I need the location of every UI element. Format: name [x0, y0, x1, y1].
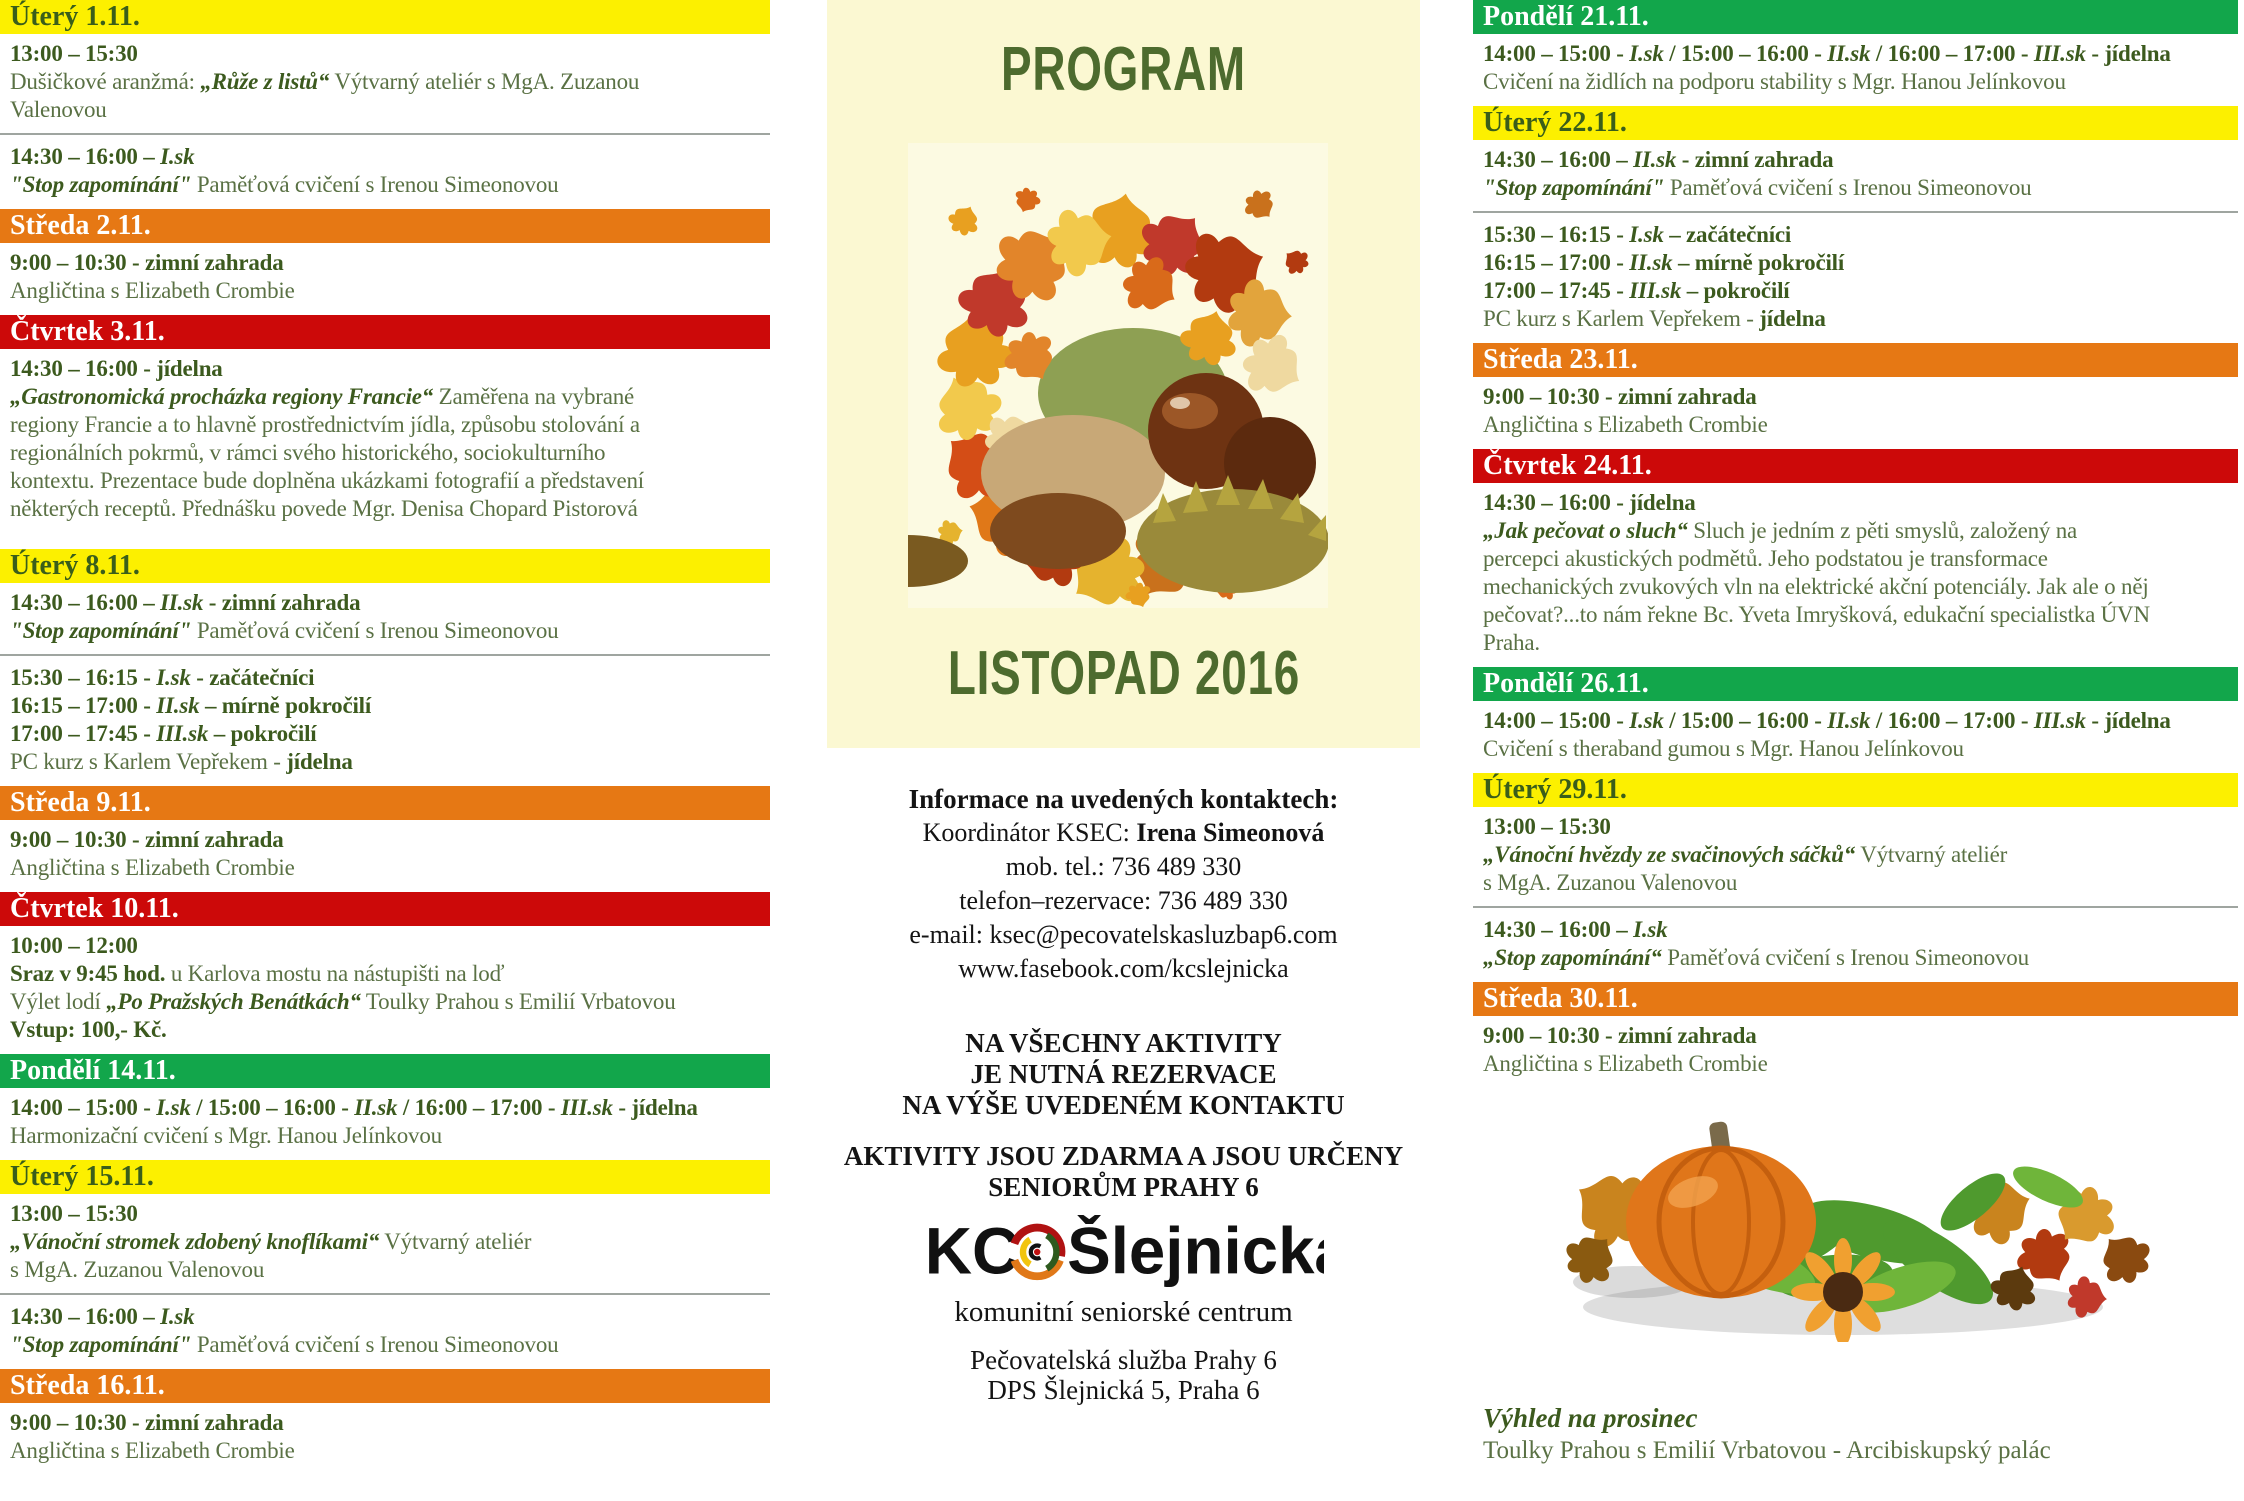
schedule-line: „Stop zapomínání“ Paměťová cvičení s Irenou Simeonovou — [1483, 945, 2029, 970]
schedule-line: Praha. — [1483, 630, 1540, 655]
schedule-line: 13:00 – 15:30 — [10, 41, 138, 66]
schedule-line: PC kurz s Karlem Vepřekem - jídelna — [1483, 306, 1826, 331]
schedule-line: s MgA. Zuzanou Valenovou — [1483, 870, 1738, 895]
schedule-line: Dušičkové aranžmá: „Růže z listů“ Výtvarný ateliér s MgA. Zuzanou — [10, 69, 640, 94]
day-header: Středa 9.11. — [0, 786, 770, 820]
contact-heading: Informace na uvedených kontaktech: — [908, 784, 1339, 814]
schedule-line: Vstup: 100,- Kč. — [10, 1017, 167, 1042]
schedule-line: Angličtina s Elizabeth Crombie — [10, 278, 295, 303]
schedule-line: 9:00 – 10:30 - zimní zahrada — [1483, 1023, 1757, 1048]
day-header: Středa 2.11. — [0, 209, 770, 243]
schedule-line: 16:15 – 17:00 - II.sk – mírně pokročilí — [1483, 250, 1845, 275]
free-activities-notice — [827, 1141, 1420, 1203]
contact-mobile: mob. tel.: 736 489 330 — [1005, 852, 1242, 881]
day-header: Čtvrtek 3.11. — [0, 315, 770, 349]
day-header: Úterý 15.11. — [0, 1160, 770, 1194]
day-header: Pondělí 26.11. — [1473, 667, 2238, 701]
reservation-notice-line: JE NUTNÁ REZERVACE — [970, 1059, 1277, 1089]
schedule-line: 13:00 – 15:30 — [1483, 814, 1611, 839]
contact-facebook: www.fasebook.com/kcslejnicka — [958, 954, 1289, 983]
schedule-line: Angličtina s Elizabeth Crombie — [1483, 1051, 1768, 1076]
sunflower-icon — [1791, 1238, 1895, 1342]
logo-tagline: komunitní seniorské centrum — [954, 1296, 1293, 1328]
address-line: DPS Šlejnická 5, Praha 6 — [987, 1375, 1260, 1405]
center-panel — [827, 0, 1420, 748]
reservation-notice — [827, 1028, 1420, 1121]
autumn-leaves-chestnuts-image — [908, 143, 1328, 608]
schedule-line: Sraz v 9:45 hod. u Karlova mostu na nástupišti na loď — [10, 961, 505, 986]
day-header: Úterý 8.11. — [0, 549, 770, 583]
day-header: Středa 30.11. — [1473, 982, 2238, 1016]
schedule-line: Cvičení na židlích na podporu stability s Mgr. Hanou Jelínkovou — [1483, 69, 2066, 94]
schedule-line: 9:00 – 10:30 - zimní zahrada — [10, 827, 284, 852]
schedule-line: Cvičení s theraband gumou s Mgr. Hanou Jelínkovou — [1483, 736, 1964, 761]
schedule-line: Výlet lodí „Po Pražských Benátkách“ Toulky Prahou s Emilií Vrbatovou — [10, 989, 676, 1014]
schedule-column-right — [1473, 0, 2238, 1467]
schedule-line: 14:30 – 16:00 – I.sk — [10, 144, 195, 169]
coordinator-label: Koordinátor KSEC: — [922, 818, 1137, 847]
logo-name-text: Šlejnická — [1066, 1215, 1324, 1288]
schedule-line: percepci akustických podmětů. Jeho podstatou je transformace — [1483, 546, 2048, 571]
schedule-line: 17:00 – 17:45 - III.sk – pokročilí — [1483, 278, 1790, 303]
schedule-line: kontextu. Prezentace bude doplněna ukázkami fotografií a představení — [10, 468, 644, 493]
logo-target-icon — [1014, 1228, 1061, 1277]
schedule-line: s MgA. Zuzanou Valenovou — [10, 1257, 265, 1282]
pumpkin-autumn-bouquet-image — [1543, 1092, 2238, 1347]
schedule-line: regionálních pokrmů, v rámci svého historického, sociokulturního — [10, 440, 606, 465]
address-block — [827, 1345, 1420, 1405]
schedule-line: některých receptů. Přednášku povede Mgr. Denisa Chopard Pistorová — [10, 496, 638, 521]
schedule-line: PC kurz s Karlem Vepřekem - jídelna — [10, 749, 353, 774]
address-line: Pečovatelská služba Prahy 6 — [970, 1345, 1277, 1375]
program-title: PROGRAM — [1001, 35, 1246, 104]
schedule-line: Harmonizační cvičení s Mgr. Hanou Jelínkovou — [10, 1123, 442, 1148]
center-info-block — [827, 782, 1420, 1405]
schedule-line: "Stop zapomínání" Paměťová cvičení s Irenou Simeonovou — [1483, 175, 2032, 200]
separator-line — [0, 133, 770, 135]
free-notice-line: SENIORŮM PRAHY 6 — [988, 1172, 1259, 1202]
schedule-line: „Jak pečovat o sluch“ Sluch je jedním z pěti smyslů, založený na — [1483, 518, 2078, 543]
schedule-line: 9:00 – 10:30 - zimní zahrada — [1483, 384, 1757, 409]
separator-line — [1473, 906, 2238, 908]
schedule-line: „Gastronomická procházka regiony Francie“ Zaměřena na vybrané — [10, 384, 635, 409]
schedule-line: „Vánoční stromek zdobený knoflíkami“ Výtvarný ateliér — [10, 1229, 532, 1254]
day-header: Čtvrtek 10.11. — [0, 892, 770, 926]
schedule-line: 14:00 – 15:00 - I.sk / 15:00 – 16:00 - II.sk / 16:00 – 17:00 - III.sk - jídelna — [10, 1095, 698, 1120]
month-title: LISTOPAD 2016 — [947, 639, 1300, 708]
schedule-line: "Stop zapomínání" Paměťová cvičení s Irenou Simeonovou — [10, 618, 559, 643]
schedule-line: 15:30 – 16:15 - I.sk - začátečníci — [10, 665, 315, 690]
schedule-line: 14:30 – 16:00 – II.sk - zimní zahrada — [10, 590, 361, 615]
schedule-line: Angličtina s Elizabeth Crombie — [10, 855, 295, 880]
contact-coordinator — [827, 816, 1420, 850]
day-header: Středa 16.11. — [0, 1369, 770, 1403]
reservation-notice-line: NA VÝŠE UVEDENÉM KONTAKTU — [902, 1090, 1345, 1120]
december-text: Toulky Prahou s Emilií Vrbatovou - Arcibiskupský palác — [1483, 1437, 2051, 1464]
schedule-line: pečovat?...to nám řekne Bc. Yveta Imryšková, edukační specialistka ÚVN — [1483, 602, 2150, 627]
schedule-line: 13:00 – 15:30 — [10, 1201, 138, 1226]
separator-line — [1473, 211, 2238, 213]
separator-line — [0, 654, 770, 656]
coordinator-name: Irena Simeonová — [1136, 818, 1325, 847]
schedule-line: 10:00 – 12:00 — [10, 933, 138, 958]
reservation-notice-line: NA VŠECHNY AKTIVITY — [965, 1028, 1282, 1058]
day-header: Středa 23.11. — [1473, 343, 2238, 377]
schedule-line: 14:30 – 16:00 - jídelna — [10, 356, 223, 381]
day-header: Úterý 22.11. — [1473, 106, 2238, 140]
separator-line — [0, 1293, 770, 1295]
december-outlook — [1473, 1401, 2238, 1467]
day-header: Úterý 29.11. — [1473, 773, 2238, 807]
schedule-line: 16:15 – 17:00 - II.sk – mírně pokročilí — [10, 693, 372, 718]
day-header: Úterý 1.11. — [0, 0, 770, 34]
schedule-line: „Vánoční hvězdy ze svačinových sáčků“ Výtvarný ateliér — [1483, 842, 2008, 867]
schedule-line: "Stop zapomínání" Paměťová cvičení s Irenou Simeonovou — [10, 1332, 559, 1357]
subtitle-wrap — [827, 638, 1420, 709]
schedule-line: 15:30 – 16:15 - I.sk – začátečníci — [1483, 222, 1792, 247]
schedule-line: mechanických zvukových vln na elektrické akční potenciály. Jak ale o něj — [1483, 574, 2149, 599]
schedule-line: "Stop zapomínání" Paměťová cvičení s Irenou Simeonovou — [10, 172, 559, 197]
schedule-line: 14:30 – 16:00 – I.sk — [10, 1304, 195, 1329]
schedule-line: 14:00 – 15:00 - I.sk / 15:00 – 16:00 - II.sk / 16:00 – 17:00 - III.sk - jídelna — [1483, 708, 2171, 733]
schedule-line: regiony Francie a to hlavně prostřednictvím jídla, způsobu stolování a — [10, 412, 640, 437]
free-notice-line: AKTIVITY JSOU ZDARMA A JSOU URČENY — [843, 1141, 1404, 1171]
schedule-line: Angličtina s Elizabeth Crombie — [1483, 412, 1768, 437]
schedule-line: Angličtina s Elizabeth Crombie — [10, 1438, 295, 1463]
schedule-line: 14:00 – 15:00 - I.sk / 15:00 – 16:00 - II.sk / 16:00 – 17:00 - III.sk - jídelna — [1483, 41, 2171, 66]
december-heading: Výhled na prosinec — [1483, 1403, 1698, 1433]
schedule-line: 14:30 – 16:00 – I.sk — [1483, 917, 1668, 942]
program-title-wrap — [827, 34, 1420, 105]
schedule-line: 9:00 – 10:30 - zimní zahrada — [10, 250, 284, 275]
schedule-line: 17:00 – 17:45 - III.sk – pokročilí — [10, 721, 317, 746]
schedule-line: 9:00 – 10:30 - zimní zahrada — [10, 1410, 284, 1435]
contact-reservation-phone: telefon–rezervace: 736 489 330 — [959, 886, 1288, 915]
day-header: Pondělí 14.11. — [0, 1054, 770, 1088]
kc-slejnicka-logo — [827, 1215, 1420, 1329]
logo-prefix-text: KC — [924, 1215, 1019, 1288]
schedule-line: 14:30 – 16:00 – II.sk - zimní zahrada — [1483, 147, 1834, 172]
day-header: Čtvrtek 24.11. — [1473, 449, 2238, 483]
schedule-column-left — [0, 0, 770, 1465]
schedule-line: Valenovou — [10, 97, 107, 122]
schedule-line: 14:30 – 16:00 - jídelna — [1483, 490, 1696, 515]
contact-email: e-mail: ksec@pecovatelskasluzbap6.com — [909, 920, 1338, 949]
day-header: Pondělí 21.11. — [1473, 0, 2238, 34]
